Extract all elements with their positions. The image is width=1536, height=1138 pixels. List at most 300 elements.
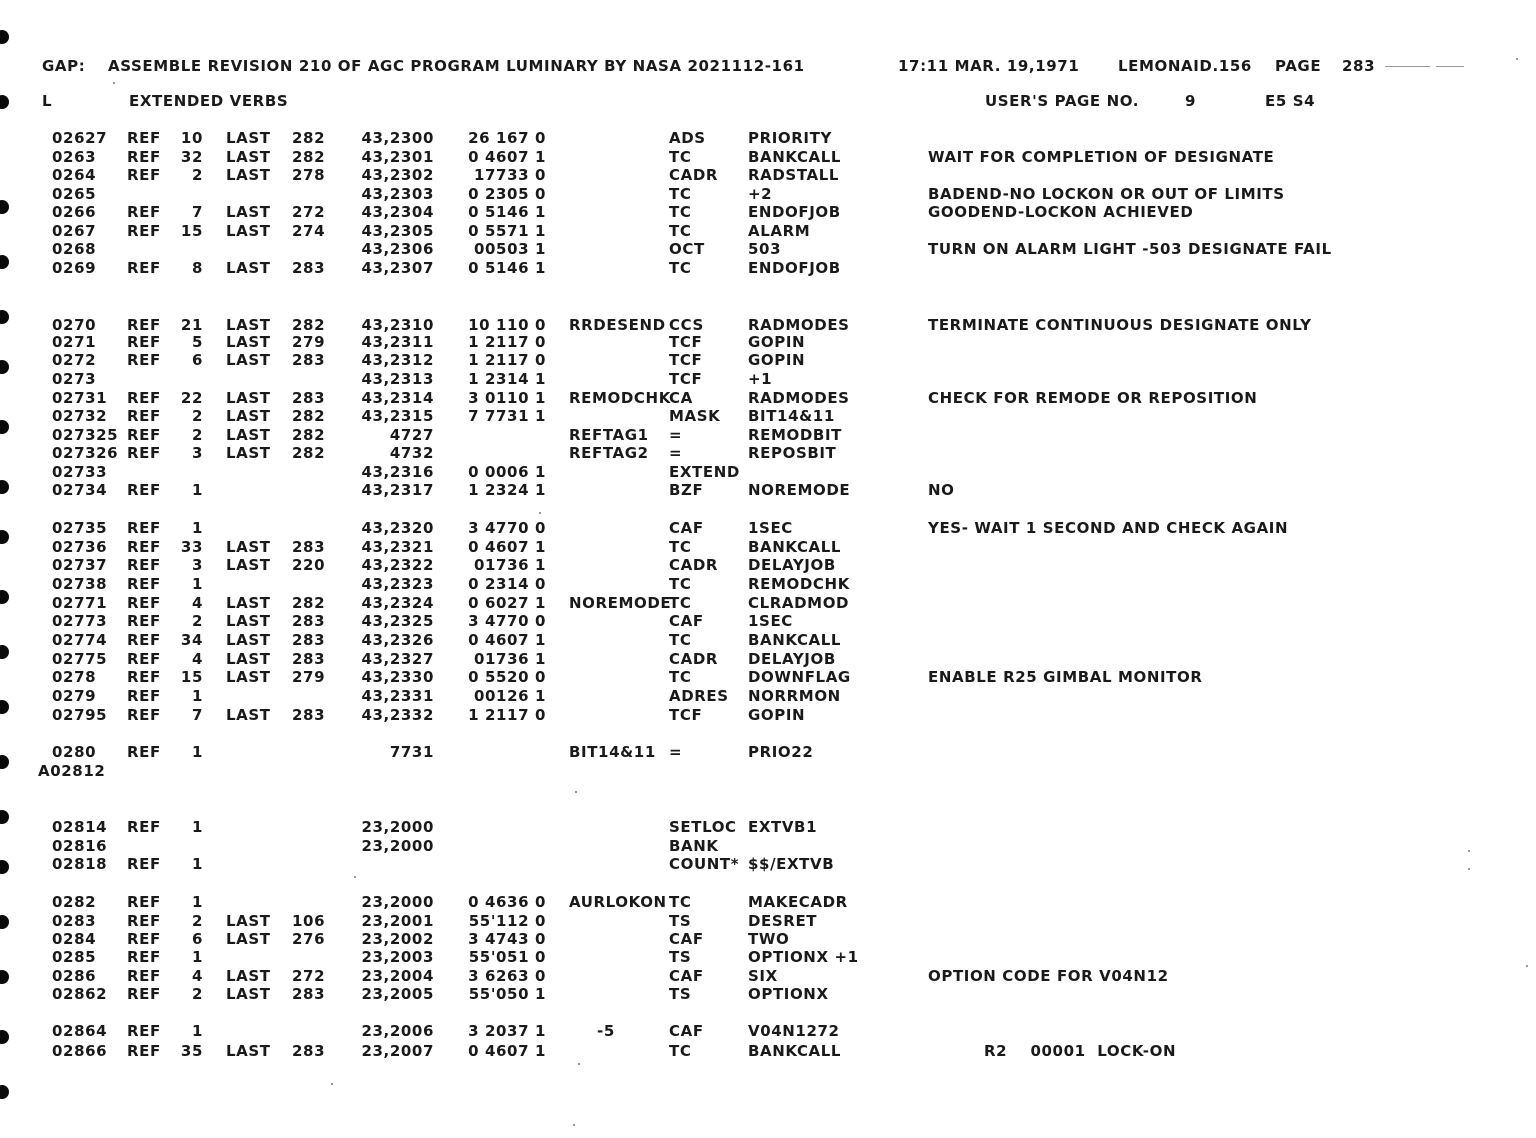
- users-page-number: 9: [1185, 92, 1197, 110]
- cell-seq: 02774: [52, 631, 108, 649]
- cell-last: LAST: [226, 556, 271, 574]
- cell-operand: BANKCALL: [748, 148, 842, 166]
- cell-seq: 0272: [52, 351, 97, 369]
- cell-oct: 3 4743 0: [468, 930, 546, 948]
- cell-addr: 43,2317: [361, 481, 434, 499]
- cell-seq: 02627: [52, 129, 108, 147]
- cell-seq: 0268: [52, 240, 97, 258]
- cell-last: LAST: [226, 259, 271, 277]
- cell-refn: 21: [180, 316, 203, 334]
- cell-op: TC: [669, 575, 692, 593]
- cell-oct: 0 6027 1: [468, 594, 546, 612]
- cell-refn: 2: [191, 985, 203, 1003]
- cell-seq: 0273: [52, 370, 97, 388]
- cell-refn: 1: [191, 519, 203, 537]
- cell-oct: 3 6263 0: [468, 967, 546, 985]
- cell-seq: 02775: [52, 650, 108, 668]
- cell-op: =: [669, 743, 683, 761]
- cell-addr: 23,2001: [361, 912, 434, 930]
- cell-comment: NO: [928, 481, 955, 499]
- cell-label: REMODCHK: [569, 389, 671, 407]
- cell-seq: 02814: [52, 818, 108, 836]
- cell-op: CAF: [669, 930, 704, 948]
- cell-addr: 43,2316: [361, 463, 434, 481]
- cell-oct: 00126 1: [473, 687, 546, 705]
- cell-ref: REF: [127, 1022, 161, 1040]
- cell-lastn: 282: [292, 148, 326, 166]
- cell-lastn: 106: [292, 912, 326, 930]
- cell-lastn: 272: [292, 203, 326, 221]
- cell-ref: REF: [127, 612, 161, 630]
- cell-addr: 43,2330: [361, 668, 434, 686]
- cell-operand: ENDOFJOB: [748, 203, 841, 221]
- cell-label: REFTAG2: [569, 444, 649, 462]
- cell-refn: 34: [180, 631, 203, 649]
- cell-refn: 2: [191, 407, 203, 425]
- cell-operand: RADMODES: [748, 389, 850, 407]
- cell-operand: EXTVB1: [748, 818, 818, 836]
- cell-comment: R2 00001 LOCK-ON: [984, 1042, 1177, 1060]
- cell-refn: 22: [180, 389, 203, 407]
- cell-op: ADS: [669, 129, 706, 147]
- cell-refn: 32: [180, 148, 203, 166]
- cell-lastn: 283: [292, 1042, 326, 1060]
- cell-oct: 1 2117 0: [468, 706, 546, 724]
- cell-addr: 43,2306: [361, 240, 434, 258]
- scan-speck: [1526, 965, 1528, 967]
- cell-comment: ENABLE R25 GIMBAL MONITOR: [928, 668, 1203, 686]
- scan-speck: [113, 82, 115, 84]
- cell-op: TC: [669, 631, 692, 649]
- cell-operand: RADMODES: [748, 316, 850, 334]
- cell-operand: BANKCALL: [748, 1042, 842, 1060]
- cell-ref: REF: [127, 426, 161, 444]
- cell-oct: 1 2117 0: [468, 333, 546, 351]
- cell-lastn: 283: [292, 650, 326, 668]
- log-section-letter: L: [42, 92, 53, 110]
- cell-addr: 43,2321: [361, 538, 434, 556]
- cell-ref: REF: [127, 129, 161, 147]
- binder-hole: [0, 95, 9, 109]
- cell-addr: 43,2302: [361, 166, 434, 184]
- cell-seq: 0282: [52, 893, 97, 911]
- cell-seq: 02735: [52, 519, 108, 537]
- cell-operand: REPOSBIT: [748, 444, 837, 462]
- scan-speck: [575, 791, 577, 793]
- cell-op: TC: [669, 203, 692, 221]
- cell-last: LAST: [226, 985, 271, 1003]
- cell-op: CADR: [669, 166, 719, 184]
- cell-oct: 0 4607 1: [468, 631, 546, 649]
- cell-last: LAST: [226, 930, 271, 948]
- cell-addr: 43,2304: [361, 203, 434, 221]
- cell-operand: OPTIONX +1: [748, 948, 859, 966]
- cell-refn: 1: [191, 948, 203, 966]
- cell-label: BIT14&11: [569, 743, 656, 761]
- cell-addr: 23,2002: [361, 930, 434, 948]
- cell-op: TC: [669, 185, 692, 203]
- cell-last: LAST: [226, 1042, 271, 1060]
- cell-addr: 43,2301: [361, 148, 434, 166]
- cell-addr: 4732: [389, 444, 434, 462]
- section-code: E5 S4: [1265, 92, 1316, 110]
- cell-operand: PRIORITY: [748, 129, 832, 147]
- cell-lastn: 283: [292, 389, 326, 407]
- cell-lastn: 283: [292, 612, 326, 630]
- cell-addr: 43,2311: [361, 333, 434, 351]
- cell-oct: 0 5571 1: [468, 222, 546, 240]
- cell-comment: TERMINATE CONTINUOUS DESIGNATE ONLY: [928, 316, 1312, 334]
- cell-seq: 0284: [52, 930, 97, 948]
- cell-addr: 43,2313: [361, 370, 434, 388]
- cell-refn: 6: [191, 351, 203, 369]
- cell-operand: 1SEC: [748, 612, 793, 630]
- cell-operand: OPTIONX: [748, 985, 829, 1003]
- cell-label: NOREMODE: [569, 594, 672, 612]
- cell-ref: REF: [127, 166, 161, 184]
- section-title: EXTENDED VERBS: [129, 92, 289, 110]
- cell-refn: 3: [191, 556, 203, 574]
- cell-refn: 8: [191, 259, 203, 277]
- cell-seq: 0286: [52, 967, 97, 985]
- cell-last: LAST: [226, 967, 271, 985]
- cell-oct: 1 2324 1: [468, 481, 546, 499]
- cell-op: BANK: [669, 837, 719, 855]
- cell-operand: PRIO22: [748, 743, 814, 761]
- cell-lastn: 272: [292, 967, 326, 985]
- cell-addr: 43,2310: [361, 316, 434, 334]
- cell-lastn: 282: [292, 594, 326, 612]
- cell-refn: 4: [191, 650, 203, 668]
- cell-comment: CHECK FOR REMODE OR REPOSITION: [928, 389, 1258, 407]
- cell-comment: TURN ON ALARM LIGHT -503 DESIGNATE FAIL: [928, 240, 1332, 258]
- cell-refn: 10: [180, 129, 203, 147]
- cell-ref: REF: [127, 575, 161, 593]
- cell-refn: 1: [191, 743, 203, 761]
- cell-comment: WAIT FOR COMPLETION OF DESIGNATE: [928, 148, 1275, 166]
- cell-last: LAST: [226, 389, 271, 407]
- cell-addr: 43,2332: [361, 706, 434, 724]
- cell-addr: 4727: [389, 426, 434, 444]
- cell-last: LAST: [226, 912, 271, 930]
- cell-oct: 0 5146 1: [468, 203, 546, 221]
- binder-hole: [0, 310, 9, 324]
- cell-lastn: 282: [292, 129, 326, 147]
- cell-op: CADR: [669, 650, 719, 668]
- cell-op: TCF: [669, 370, 703, 388]
- cell-op: COUNT*: [669, 855, 740, 873]
- cell-seq: 0285: [52, 948, 97, 966]
- cell-oct: 3 4770 0: [468, 612, 546, 630]
- cell-op: TCF: [669, 333, 703, 351]
- cell-addr: 43,2323: [361, 575, 434, 593]
- cell-operand: CLRADMOD: [748, 594, 850, 612]
- lemonaid-version: LEMONAID.156: [1118, 57, 1252, 75]
- cell-op: OCT: [669, 240, 705, 258]
- cell-lastn: 283: [292, 259, 326, 277]
- cell-op: EXTEND: [669, 463, 740, 481]
- binder-hole: [0, 700, 9, 714]
- cell-seq: 0266: [52, 203, 97, 221]
- scan-speck: [539, 512, 541, 514]
- users-page-label: USER'S PAGE NO.: [985, 92, 1140, 110]
- cell-last: LAST: [226, 594, 271, 612]
- cell-op: TS: [669, 912, 692, 930]
- cell-addr: 23,2003: [361, 948, 434, 966]
- cell-comment: BADEND-NO LOCKON OR OUT OF LIMITS: [928, 185, 1285, 203]
- cell-addr: 23,2000: [361, 818, 434, 836]
- cell-seq: 02795: [52, 706, 108, 724]
- cell-seq: 0265: [52, 185, 97, 203]
- cell-seq: 0267: [52, 222, 97, 240]
- cell-oct: 17733 0: [473, 166, 546, 184]
- cell-lastn: 283: [292, 985, 326, 1003]
- binder-hole: [0, 970, 9, 984]
- cell-addr: 23,2000: [361, 893, 434, 911]
- cell-oct: 1 2314 1: [468, 370, 546, 388]
- cell-ref: REF: [127, 538, 161, 556]
- cell-seq: 02738: [52, 575, 108, 593]
- cell-lastn: 282: [292, 426, 326, 444]
- cell-operand: MAKECADR: [748, 893, 848, 911]
- cell-lastn: 276: [292, 930, 326, 948]
- cell-addr: 43,2303: [361, 185, 434, 203]
- scan-speck: [1468, 850, 1470, 852]
- cell-addr: 43,2326: [361, 631, 434, 649]
- cell-ref: REF: [127, 481, 161, 499]
- cell-ref: REF: [127, 631, 161, 649]
- cell-addr: 43,2307: [361, 259, 434, 277]
- cell-refn: 4: [191, 594, 203, 612]
- cell-ref: REF: [127, 148, 161, 166]
- cell-refn: 15: [180, 222, 203, 240]
- binder-hole: [0, 480, 9, 494]
- cell-refn: 2: [191, 612, 203, 630]
- cell-last: LAST: [226, 351, 271, 369]
- cell-oct: 0 2314 0: [468, 575, 546, 593]
- page-edge-mark: [1385, 66, 1430, 67]
- cell-seq: 02736: [52, 538, 108, 556]
- cell-seq: 02816: [52, 837, 108, 855]
- cell-refn: 33: [180, 538, 203, 556]
- cell-lastn: 282: [292, 444, 326, 462]
- cell-addr: 43,2331: [361, 687, 434, 705]
- cell-op: CA: [669, 389, 693, 407]
- cell-addr: 43,2324: [361, 594, 434, 612]
- cell-ref: REF: [127, 948, 161, 966]
- cell-seq: 02731: [52, 389, 108, 407]
- cell-ref: REF: [127, 222, 161, 240]
- cell-oct: 0 4607 1: [468, 538, 546, 556]
- cell-ref: REF: [127, 594, 161, 612]
- cell-seq: 027325: [52, 426, 119, 444]
- cell-lastn: 282: [292, 407, 326, 425]
- cell-label: RRDESEND: [569, 316, 666, 334]
- binder-hole: [0, 420, 9, 434]
- cell-refn: 5: [191, 333, 203, 351]
- cell-refn: 4: [191, 967, 203, 985]
- cell-addr: 43,2320: [361, 519, 434, 537]
- cell-ref: REF: [127, 668, 161, 686]
- cell-oct: 0 4636 0: [468, 893, 546, 911]
- binder-hole: [0, 200, 9, 214]
- cell-oct: 0 4607 1: [468, 148, 546, 166]
- cell-addr: 43,2305: [361, 222, 434, 240]
- cell-ref: REF: [127, 893, 161, 911]
- assembly-title: ASSEMBLE REVISION 210 OF AGC PROGRAM LUMINARY BY NASA 2021112-161: [108, 57, 805, 75]
- cell-lastn: 283: [292, 538, 326, 556]
- cell-ref: REF: [127, 912, 161, 930]
- cell-addr: 7731: [389, 743, 434, 761]
- gap-label: GAP:: [42, 57, 86, 75]
- cell-operand: +1: [748, 370, 773, 388]
- cell-op: TCF: [669, 706, 703, 724]
- cell-refn: 2: [191, 912, 203, 930]
- cell-seq: 0264: [52, 166, 97, 184]
- cell-operand: 503: [748, 240, 782, 258]
- cell-refn: 1: [191, 818, 203, 836]
- binder-hole: [0, 530, 9, 544]
- cell-last: LAST: [226, 650, 271, 668]
- cell-last: LAST: [226, 316, 271, 334]
- cell-label: AURLOKON: [569, 893, 667, 911]
- cell-refn: 3: [191, 444, 203, 462]
- cell-op: ADRES: [669, 687, 729, 705]
- page-number: 283: [1342, 57, 1376, 75]
- cell-ref: REF: [127, 519, 161, 537]
- cell-op: TC: [669, 668, 692, 686]
- cell-op: TC: [669, 1042, 692, 1060]
- cell-addr: 43,2300: [361, 129, 434, 147]
- cell-op: =: [669, 444, 683, 462]
- cell-ref: REF: [127, 556, 161, 574]
- cell-last: LAST: [226, 407, 271, 425]
- cell-op: TC: [669, 538, 692, 556]
- cell-last: LAST: [226, 612, 271, 630]
- cell-addr: 43,2314: [361, 389, 434, 407]
- cell-lastn: 282: [292, 316, 326, 334]
- cell-op: TC: [669, 222, 692, 240]
- cell-ref: REF: [127, 818, 161, 836]
- cell-op: CCS: [669, 316, 704, 334]
- cell-lastn: 279: [292, 333, 326, 351]
- cell-last: LAST: [226, 333, 271, 351]
- cell-seq: 02732: [52, 407, 108, 425]
- cell-lastn: 283: [292, 706, 326, 724]
- cell-lastn: 278: [292, 166, 326, 184]
- cell-comment: YES- WAIT 1 SECOND AND CHECK AGAIN: [928, 519, 1289, 537]
- cell-addr: 23,2000: [361, 837, 434, 855]
- cell-operand: +2: [748, 185, 773, 203]
- cell-oct: 0 4607 1: [468, 1042, 546, 1060]
- cell-seq: 027326: [52, 444, 119, 462]
- cell-op: CAF: [669, 612, 704, 630]
- cell-operand: ENDOFJOB: [748, 259, 841, 277]
- cell-operand: GOPIN: [748, 333, 806, 351]
- cell-operand: NOREMODE: [748, 481, 851, 499]
- cell-refn: 2: [191, 166, 203, 184]
- cell-addr: 23,2007: [361, 1042, 434, 1060]
- cell-op: =: [669, 426, 683, 444]
- cell-operand: V04N1272: [748, 1022, 840, 1040]
- cell-oct: 1 2117 0: [468, 351, 546, 369]
- binder-hole: [0, 360, 9, 374]
- cell-op: BZF: [669, 481, 704, 499]
- binder-hole: [0, 255, 9, 269]
- cell-refn: 35: [180, 1042, 203, 1060]
- cell-ref: REF: [127, 1042, 161, 1060]
- cell-operand: RADSTALL: [748, 166, 840, 184]
- cell-ref: REF: [127, 259, 161, 277]
- cell-ref: REF: [127, 706, 161, 724]
- page-label: PAGE: [1275, 57, 1322, 75]
- cell-seq: 0271: [52, 333, 97, 351]
- cell-refn: 6: [191, 930, 203, 948]
- cell-last: LAST: [226, 148, 271, 166]
- cell-op: TS: [669, 985, 692, 1003]
- cell-operand: ALARM: [748, 222, 811, 240]
- cell-seq: 0269: [52, 259, 97, 277]
- cell-last: LAST: [226, 706, 271, 724]
- cell-ref: REF: [127, 687, 161, 705]
- cell-op: TC: [669, 259, 692, 277]
- cell-refn: 7: [191, 203, 203, 221]
- scan-speck: [573, 1124, 575, 1126]
- cell-operand: 1SEC: [748, 519, 793, 537]
- cell-oct: 0 5146 1: [468, 259, 546, 277]
- cell-ref: REF: [127, 743, 161, 761]
- cell-seq: 02866: [52, 1042, 108, 1060]
- cell-comment: GOODEND-LOCKON ACHIEVED: [928, 203, 1194, 221]
- cell-oct: 55'112 0: [468, 912, 546, 930]
- cell-op: TC: [669, 893, 692, 911]
- cell-addr: 43,2327: [361, 650, 434, 668]
- cell-refn: 1: [191, 855, 203, 873]
- cell-operand: REMODCHK: [748, 575, 850, 593]
- cell-addr: 23,2005: [361, 985, 434, 1003]
- cell-last: LAST: [226, 668, 271, 686]
- cell-lastn: 274: [292, 222, 326, 240]
- cell-addr: 23,2006: [361, 1022, 434, 1040]
- cell-ref: REF: [127, 967, 161, 985]
- scan-speck: [1468, 868, 1470, 870]
- binder-hole: [0, 30, 9, 44]
- cell-addr: 43,2325: [361, 612, 434, 630]
- cell-refn: 2: [191, 426, 203, 444]
- scan-speck: [578, 1063, 580, 1065]
- cell-seq: 02737: [52, 556, 108, 574]
- cell-lastn: 283: [292, 631, 326, 649]
- cell-op: TC: [669, 594, 692, 612]
- timestamp: 17:11 MAR. 19,1971: [898, 57, 1080, 75]
- cell-seq: 0278: [52, 668, 97, 686]
- cell-oct: 3 2037 1: [468, 1022, 546, 1040]
- cell-ref: REF: [127, 650, 161, 668]
- cell-refn: 1: [191, 481, 203, 499]
- cell-op: CAF: [669, 519, 704, 537]
- cell-seq: 0283: [52, 912, 97, 930]
- cell-seq: 02864: [52, 1022, 108, 1040]
- cell-addr: 43,2322: [361, 556, 434, 574]
- cell-seq: A02812: [38, 762, 106, 780]
- binder-hole: [0, 810, 9, 824]
- cell-addr: 23,2004: [361, 967, 434, 985]
- cell-oct: 01736 1: [473, 650, 546, 668]
- cell-operand: NORRMON: [748, 687, 841, 705]
- cell-last: LAST: [226, 631, 271, 649]
- cell-operand: BANKCALL: [748, 631, 842, 649]
- cell-refn: 1: [191, 893, 203, 911]
